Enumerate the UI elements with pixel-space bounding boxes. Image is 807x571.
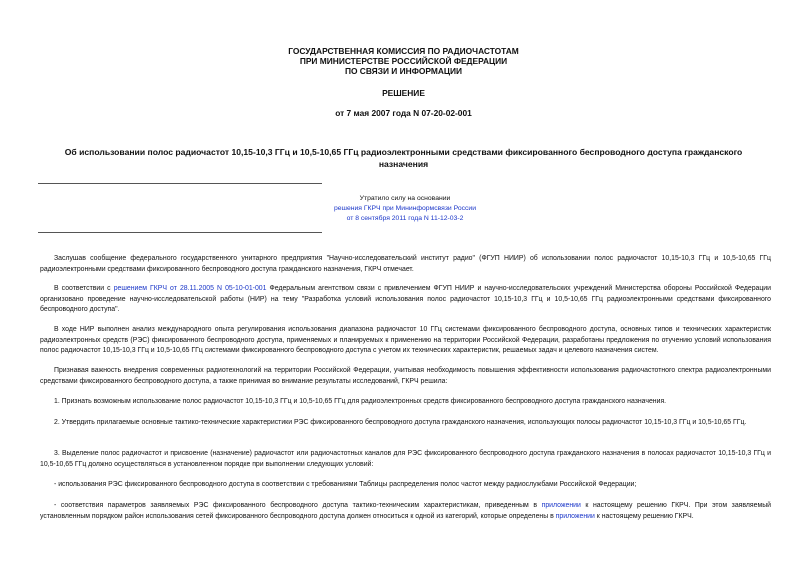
decision-item-3: 3. Выделение полос радиочастот и присвоение (назначение) радиочастот или радиочастотных каналов для РЭС фиксированного беспроводного доступа гражданского назначения в полосах радиочастот 10,15-10,3 ГГц и 10,5-10,65 ГГц должно осуществляться в установленном порядке при выполнении следующих условий: xyxy=(40,450,771,468)
condition-item-2-end: к настоящему решению ГКРЧ. xyxy=(594,512,694,520)
condition-item-1: - использования РЭС фиксированного беспроводного доступа в соответствии с требованиями Таблицы распределения полос частот между радиослужбами Российской Федерации; xyxy=(54,481,637,488)
repeal-decision-link[interactable]: решения ГКРЧ при Мининформсвязи России xyxy=(333,205,477,212)
appendix-link-2[interactable]: приложении xyxy=(555,512,595,520)
status-note-text: Утратило силу на основании xyxy=(359,195,451,202)
paragraph-1: Заслушав сообщение федерального государственного унитарного предприятия "Научно-исследовательский институт радио" (ФГУП НИИР) об использовании полос радиочастот 10,15-10,3 ГГц и 10,5-10,65 ГГц радиоэлектронными средствами фиксированного беспроводного доступа гражданского назначения, ГКРЧ отмечает. xyxy=(40,255,771,273)
document-type: РЕШЕНИЕ xyxy=(382,88,425,98)
issuer-line-3: ПО СВЯЗИ И ИНФОРМАЦИИ xyxy=(344,66,463,76)
paragraph-4: Признавая важность внедрения современных радиотехнологий на территории Российской Федерации, учитывая необходимость повышения эффективности использования радиочастотного спектра радиоэлектронными средствами фиксированного беспроводного доступа, а также принимая во внимание результаты исследований, ГКРЧ решила: xyxy=(40,367,771,385)
paragraph-2-lead: В соответствии с xyxy=(54,285,114,292)
issuer-line-1: ГОСУДАРСТВЕННАЯ КОМИССИЯ ПО РАДИОЧАСТОТАМ xyxy=(288,46,519,56)
condition-item-2-middle: к настоящему решению ГКРЧ. При этом заявляемый установленным порядком район использования сетей фиксированного беспроводного доступа должен относиться к одной из категорий, которые определены в xyxy=(40,502,772,520)
issuer-line-2: ПРИ МИНИСТЕРСТВЕ РОССИЙСКОЙ ФЕДЕРАЦИИ xyxy=(299,56,508,66)
appendix-link-1[interactable]: приложении xyxy=(541,502,581,509)
document-header xyxy=(0,46,807,118)
paragraph-2-rest: Федеральным агентством связи с привлечением ФГУП НИИР и научно-исследовательских учреждений Министерства обороны Российской Федерации организовано проведение научно-исследовательской работы (НИР) на тему "Разработка условий использования полос радиочастот 10,15-10,3 ГГц и 10,5-10,65 ГГц радиоэлектронными средствами фиксированного беспроводного доступа". xyxy=(40,285,772,314)
condition-item-2 xyxy=(40,501,771,522)
decision-item-2: 2. Утвердить прилагаемые основные тактико-технические характеристики РЭС фиксированного беспроводного доступа гражданского назначения, использующих полосы радиочастот 10,15-10,3 ГГц и 10,5-10,65 ГГц. xyxy=(54,419,747,426)
status-note xyxy=(300,194,510,224)
document-title: Об использовании полос радиочастот 10,15-10,3 ГГц и 10,5-10,65 ГГц радиоэлектронными средствами фиксированного беспроводного доступа гражданского назначения xyxy=(64,147,743,169)
document-date-number: от 7 мая 2007 года N 07-20-02-001 xyxy=(335,108,472,118)
condition-item-2-lead: - соответствия параметров заявляемых РЭС фиксированного беспроводного доступа тактико-техническим характеристикам, приведенным в xyxy=(54,502,542,509)
paragraph-3: В ходе НИР выполнен анализ международного опыта регулирования использования диапазона радиочастот 10 ГГц системами фиксированного беспроводного доступа, основных типов и технических характеристик радиоэлектронных средств (РЭС) фиксированного беспроводного доступа, применяемых и планируемых к применению на территории Российской Федерации, разработаны предложения по отучению условий использования полос радиочастот 10,15-10,3 ГГц и 10,5-10,65 ГГц системами фиксированного беспроводного доступа с учетом их технических характеристик, решаемых задач и целевого назначения систем. xyxy=(40,326,771,355)
decision-item-1: 1. Признать возможным использование полос радиочастот 10,15-10,3 ГГц и 10,5-10,65 ГГц для радиоэлектронных средств фиксированного беспроводного доступа гражданского назначения. xyxy=(54,398,667,405)
paragraph-2 xyxy=(40,284,771,316)
repeal-decision-date-link[interactable]: от 8 сентября 2011 года N 11-12-03-2 xyxy=(346,215,464,222)
gkrch-decision-2005-link[interactable]: решением ГКРЧ от 28.11.2005 N 05-10-01-001 xyxy=(113,285,267,292)
divider-bottom xyxy=(38,232,322,233)
divider-top xyxy=(38,183,322,184)
